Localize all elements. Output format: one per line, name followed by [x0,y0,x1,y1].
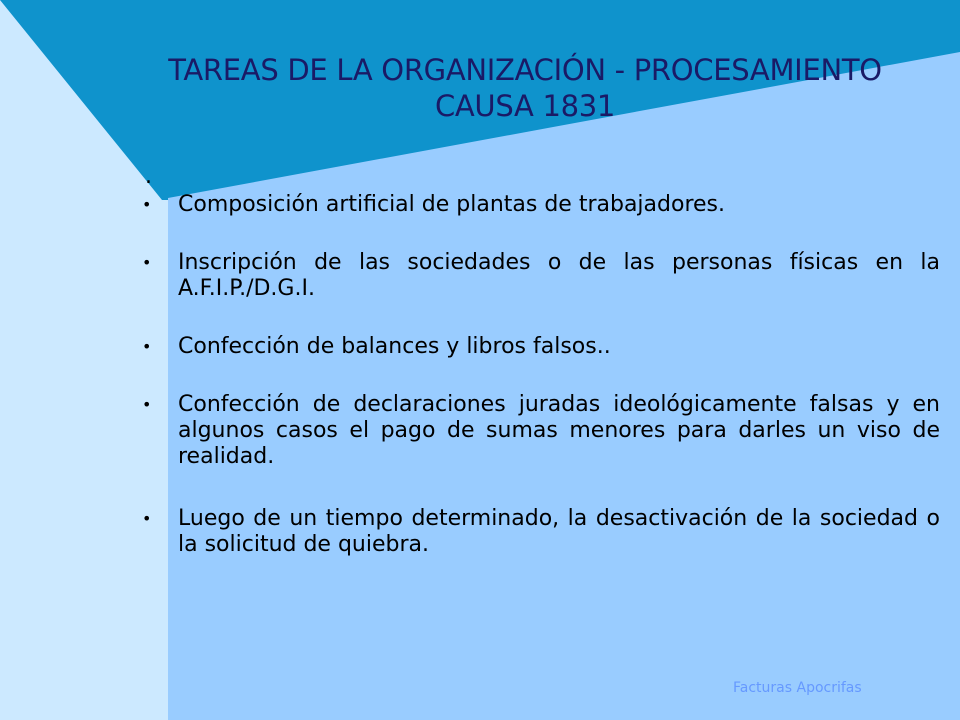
bullet-text: Composición artificial de plantas de trabajadores. [178,192,725,217]
bullet-list [140,192,940,588]
bullet-icon: • [142,337,152,356]
bullet-icon: • [142,195,152,214]
bullet-text: Luego de un tiempo determinado, la desactivación de la sociedad o la solicitud de quiebra. [178,506,940,557]
list-item [140,392,940,470]
bullet-icon: • [142,509,152,528]
list-item [140,250,940,302]
bullet-text: Inscripción de las sociedades o de las personas físicas en la A.F.I.P./D.G.I. [178,250,940,301]
list-item [140,334,940,360]
stray-mark: . [145,164,152,189]
bullet-text: Confección de declaraciones juradas ideológicamente falsas y en algunos casos el pago de sumas menores para darles un viso de realidad. [178,392,940,469]
footer-text: Facturas Apocrifas [733,680,862,696]
bullet-icon: • [142,395,152,414]
slide-title: TAREAS DE LA ORGANIZACIÓN - PROCESAMIENTO CAUSA 1831 [168,53,882,123]
list-item [140,192,940,218]
bullet-icon: • [142,253,152,272]
list-item [140,506,940,558]
bullet-text: Confección de balances y libros falsos.. [178,334,611,359]
